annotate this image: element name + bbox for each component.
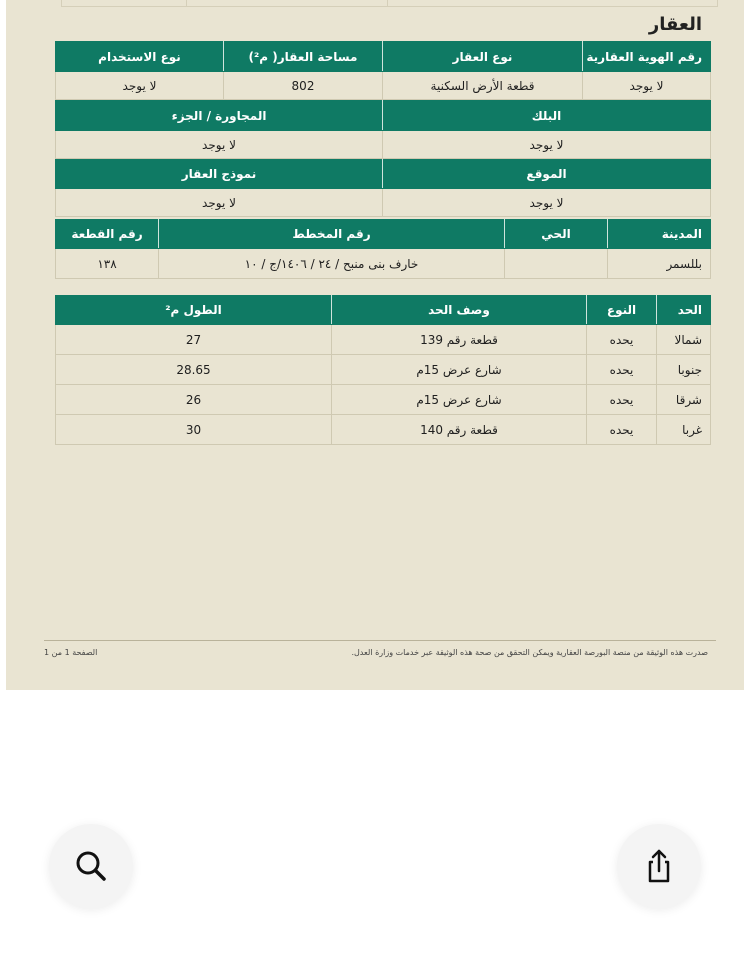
boundary-type: يحده xyxy=(587,415,657,445)
value-property-area: 802 xyxy=(224,72,383,100)
boundary-type: يحده xyxy=(587,385,657,415)
boundary-length: 27 xyxy=(56,325,332,355)
header-district: الحي xyxy=(505,220,608,249)
property-header-row-1 xyxy=(56,42,711,72)
document-page xyxy=(6,0,744,690)
header-block: البلك xyxy=(383,101,711,131)
header-property-id: رقم الهوية العقارية xyxy=(583,42,711,72)
search-icon xyxy=(71,846,111,886)
value-district xyxy=(505,249,608,279)
boundary-type: يحده xyxy=(587,355,657,385)
property-plan-table xyxy=(55,219,711,279)
header-plot-number: رقم القطعة xyxy=(56,220,159,249)
property-value-row-1 xyxy=(56,72,711,100)
header-property-model: نموذج العقار xyxy=(56,159,383,189)
table-row xyxy=(56,385,711,415)
property-block-table xyxy=(55,100,711,217)
boundary-length: 30 xyxy=(56,415,332,445)
boundary-description: شارع عرض 15م xyxy=(332,385,587,415)
boundaries-header-row xyxy=(56,296,711,325)
share-icon xyxy=(639,846,679,886)
property-table xyxy=(55,41,711,100)
property-value-row-2 xyxy=(56,131,711,159)
table-row xyxy=(56,355,711,385)
value-property-type: قطعة الأرض السكنية xyxy=(383,72,583,100)
footer-divider xyxy=(44,640,716,641)
header-location: الموقع xyxy=(383,159,711,189)
header-boundary-description: وصف الحد xyxy=(332,296,587,325)
value-block: لا يوجد xyxy=(383,131,711,159)
boundary-side: جنوبا xyxy=(657,355,711,385)
footer-page-number: الصفحة 1 من 1 xyxy=(44,648,98,657)
header-usage-type: نوع الاستخدام xyxy=(56,42,224,72)
boundary-side: شمالا xyxy=(657,325,711,355)
value-neighborhood-part: لا يوجد xyxy=(56,131,383,159)
previous-table-edge xyxy=(61,0,718,7)
boundary-side: شرقا xyxy=(657,385,711,415)
table-row xyxy=(56,415,711,445)
share-button[interactable] xyxy=(617,824,701,908)
section-title: العقار xyxy=(648,14,702,35)
header-property-area: مساحة العقار( م²) xyxy=(224,42,383,72)
property-value-row-3 xyxy=(56,189,711,217)
header-property-type: نوع العقار xyxy=(383,42,583,72)
header-boundary-side: الحد xyxy=(657,296,711,325)
boundary-side: غربا xyxy=(657,415,711,445)
boundary-description: قطعة رقم 139 xyxy=(332,325,587,355)
value-plot-number: ١٣٨ xyxy=(56,249,159,279)
boundary-length: 28.65 xyxy=(56,355,332,385)
header-plan-number: رقم المخطط xyxy=(159,220,505,249)
property-header-row-3 xyxy=(56,159,711,189)
property-header-row-2 xyxy=(56,101,711,131)
boundary-type: يحده xyxy=(587,325,657,355)
value-plan-number: خارف بنى منبح / ٢٤ / ١٤٠٦/ج / ١٠ xyxy=(159,249,505,279)
value-property-id: لا يوجد xyxy=(583,72,711,100)
header-boundary-length: الطول م² xyxy=(56,296,332,325)
table-row xyxy=(56,325,711,355)
boundary-description: قطعة رقم 140 xyxy=(332,415,587,445)
value-city: بللسمر xyxy=(608,249,711,279)
header-city: المدينة xyxy=(608,220,711,249)
boundary-length: 26 xyxy=(56,385,332,415)
value-property-model: لا يوجد xyxy=(56,189,383,217)
footer-note: صدرت هذه الوثيقة من منصة البورصة العقارية ويمكن التحقق من صحة هذه الوثيقة عبر خدمات وزارة العدل. xyxy=(351,648,708,657)
boundaries-table xyxy=(55,295,711,445)
boundary-description: شارع عرض 15م xyxy=(332,355,587,385)
property-value-row-4 xyxy=(56,249,711,279)
header-neighborhood-part: المجاورة / الجزء xyxy=(56,101,383,131)
header-boundary-type: النوع xyxy=(587,296,657,325)
value-location: لا يوجد xyxy=(383,189,711,217)
search-button[interactable] xyxy=(49,824,133,908)
value-usage-type: لا يوجد xyxy=(56,72,224,100)
property-header-row-4 xyxy=(56,220,711,249)
